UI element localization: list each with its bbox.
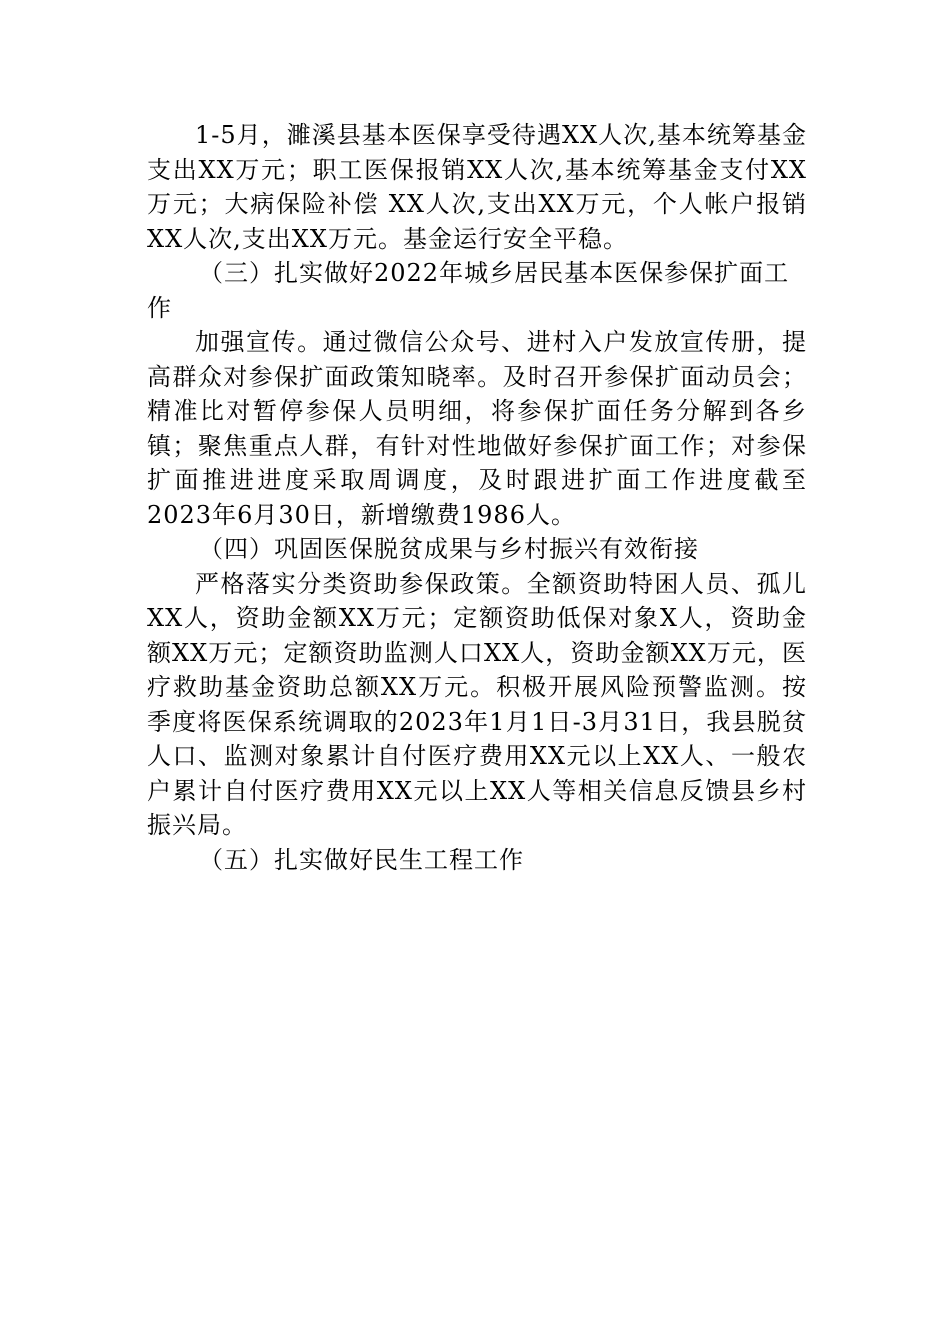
document-body bbox=[147, 118, 807, 877]
paragraph-enrollment-expansion: 加强宣传。通过微信公众号、进村入户发放宣传册，提高群众对参保扩面政策知晓率。及时召开参保扩面动员会；精准比对暂停参保人员明细，将参保扩面任务分解到各乡镇；聚焦重点人群，有针对性地做好参保扩面工作；对参保扩面推进进度采取周调度，及时跟进扩面工作进度截至2023年6月30日，新增缴费1986人。 bbox=[147, 328, 807, 529]
paragraph-poverty-alleviation: 严格落实分类资助参保政策。全额资助特困人员、孤儿XX人，资助金额XX万元；定额资助低保对象X人，资助金额XX万元；定额资助监测人口XX人，资助金额XX万元，医疗救助基金资助总额XX万元。积极开展风险预警监测。按季度将医保系统调取的2023年1月1日-3月31日，我县脱贫人口、监测对象累计自付医疗费用XX元以上XX人、一般农户累计自付医疗费用XX元以上XX人等相关信息反馈县乡村振兴局。 bbox=[147, 569, 807, 839]
paragraph-fund-expenditure: 1-5月，濉溪县基本医保享受待遇XX人次,基本统筹基金支出XX万元；职工医保报销XX人次,基本统筹基金支付XX万元；大病保险补偿 XX人次,支出XX万元，个人帐户报销XX人次,支出XX万元。基金运行安全平稳。 bbox=[147, 121, 807, 253]
section-heading-livelihood-projects: （五）扎实做好民生工程工作 bbox=[199, 845, 524, 874]
section-heading-poverty-alleviation: （四）巩固医保脱贫成果与乡村振兴有效衔接 bbox=[199, 535, 699, 563]
section-heading-enrollment-expansion: （三）扎实做好2022年城乡居民基本医保参保扩面工作 bbox=[147, 259, 790, 322]
